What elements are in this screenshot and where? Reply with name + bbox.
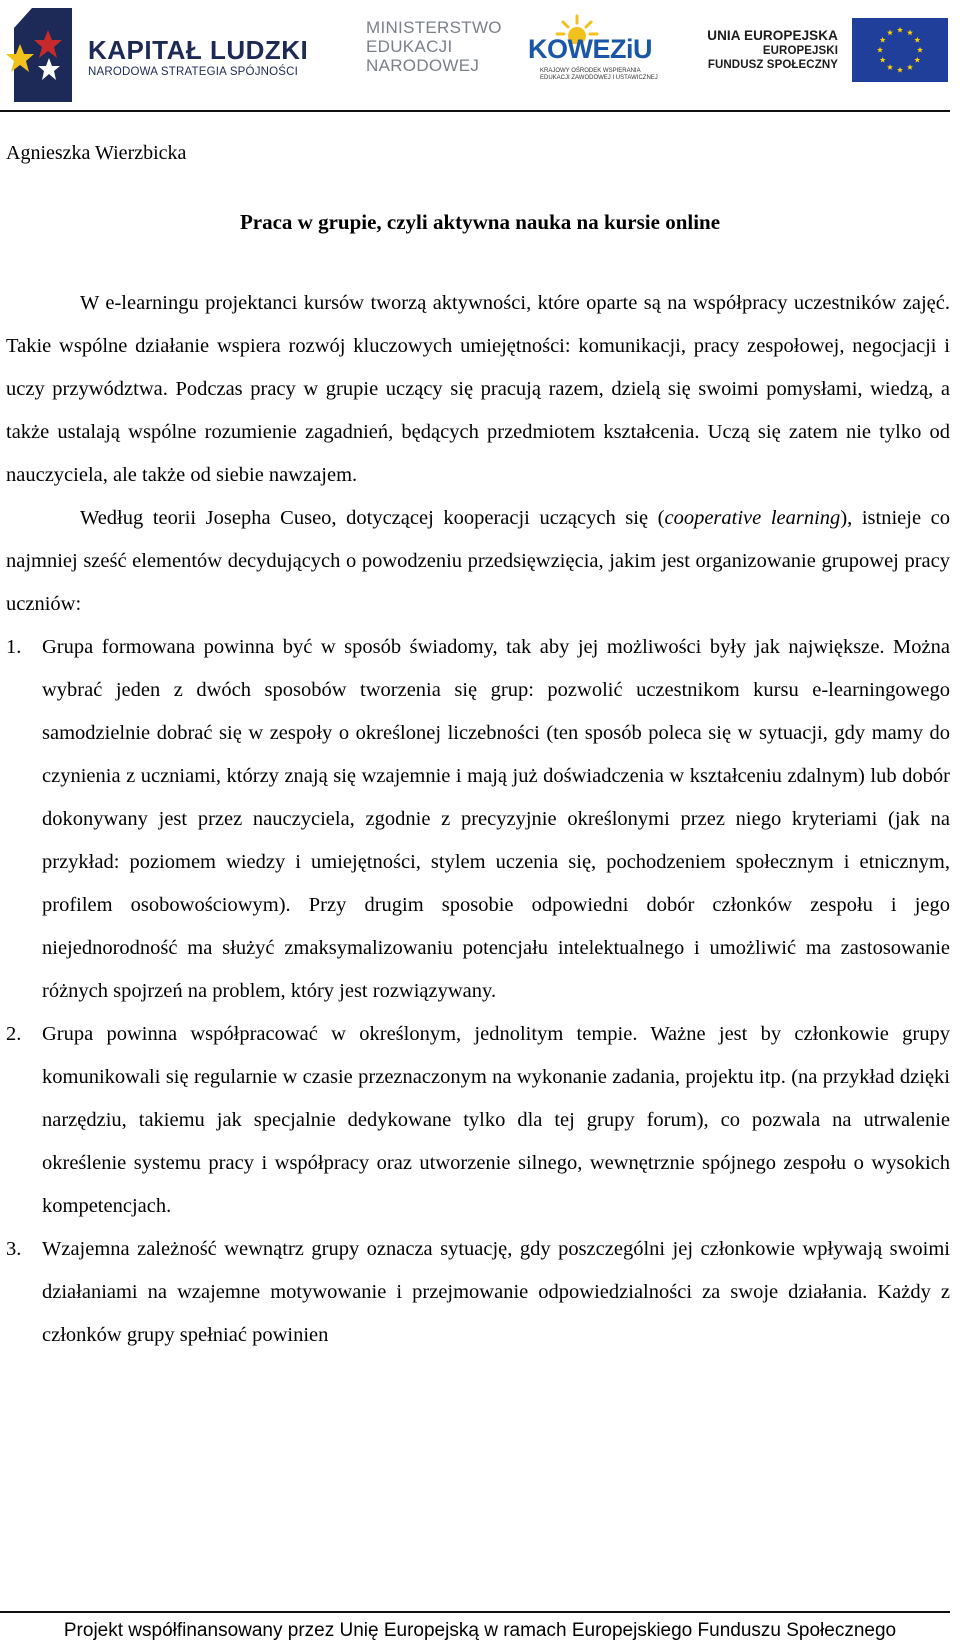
list-item-number: 2. bbox=[6, 1023, 22, 1045]
document-body bbox=[6, 282, 950, 1357]
list-item-number: 3. bbox=[6, 1238, 22, 1260]
cooperative-learning-term: cooperative learning bbox=[664, 507, 841, 529]
cuseo-text-end: ), istnieje co najmniej sześć elementów decydujących o powodzeniu przedsięwzięcia, jakim jest organizowanie grupowej pracy uczniów: bbox=[6, 507, 950, 615]
cuseo-paragraph bbox=[6, 497, 950, 626]
koweziu-subtitle bbox=[540, 68, 680, 82]
ministry-logo bbox=[366, 18, 502, 75]
document-title: Praca w grupie, czyli aktywna nauka na kursie online bbox=[239, 210, 721, 234]
koweziu-subtitle-line-2: EDUKACJI ZAWODOWEJ I USTAWICZNEJ bbox=[540, 75, 658, 81]
intro-paragraph: W e-learningu projektanci kursów tworzą aktywności, które oparte są na współpracy uczestników zajęć. Takie wspólne działanie wspiera rozwój kluczowych umiejętności: komunikacji, pracy zespołowej, negocjacji i uczy przywództwa. Podczas pracy w grupie uczący się pracują razem, dzielą się swoimi pomysłami, wiedzą, a także ustalają wspólne rozumienie zagadnień, będących przedmiotem kształcenia. Uczą się zatem nie tylko od nauczyciela, ale także od siebie nawzajem. bbox=[6, 292, 950, 486]
kapital-ludzki-subtitle: NARODOWA STRATEGIA SPÓJNOŚCI bbox=[88, 66, 299, 78]
list-item bbox=[6, 626, 950, 1013]
logo-header bbox=[0, 0, 960, 112]
kapital-ludzki-wordmark bbox=[88, 36, 308, 78]
list-item-number: 1. bbox=[6, 636, 22, 658]
list-item bbox=[6, 1013, 950, 1228]
ministry-line-1: MINISTERSTWO bbox=[366, 18, 502, 37]
elements-list bbox=[6, 626, 950, 1357]
author-name: Agnieszka Wierzbicka bbox=[6, 142, 187, 164]
kapital-ludzki-logo-icon bbox=[4, 6, 74, 104]
koweziu-logo bbox=[528, 14, 668, 82]
eu-logo-text bbox=[706, 28, 838, 72]
footer-funding-note: Projekt współfinansowany przez Unię Europejską w ramach Europejskiego Funduszu Społecznego bbox=[63, 1620, 897, 1641]
koweziu-wordmark: KOWEZiU bbox=[528, 34, 652, 64]
eu-line-2: EUROPEJSKI bbox=[762, 45, 838, 57]
header-divider bbox=[0, 110, 950, 112]
eu-flag-icon bbox=[852, 18, 948, 82]
cuseo-text-start: Według teorii Josepha Cuseo, dotyczącej kooperacji uczących się ( bbox=[80, 507, 665, 529]
list-item-text: Grupa powinna współpracować w określonym, jednolitym tempie. Ważne jest by członkowie grupy komunikowali się regularnie w czasie przeznaczonym na wykonanie zadania, projektu itp. (na przykład dzięki narzędziu, takiemu jak specjalnie dedykowane tylko dla tej grupy forum), co pozwala na utrwalenie określenie systemu pracy i współpracy oraz utworzenie silnego, wewnętrznie spójnego zespołu o wysokich kompetencjach. bbox=[42, 1023, 950, 1217]
footer-divider bbox=[0, 1611, 950, 1613]
ministry-line-2: EDUKACJI bbox=[366, 37, 453, 56]
list-item-text: Wzajemna zależność wewnątrz grupy oznacza sytuację, gdy poszczególni jej członkowie wpływają swoimi działaniami na wzajemne motywowanie i przejmowanie odpowiedzialności za swoje działania. Każdy z członków grupy spełniać powinien bbox=[42, 1238, 950, 1346]
eu-line-1: UNIA EUROPEJSKA bbox=[707, 28, 838, 43]
kapital-ludzki-title: KAPITAŁ LUDZKI bbox=[88, 35, 309, 65]
eu-line-3: FUNDUSZ SPOŁECZNY bbox=[707, 59, 838, 71]
list-item bbox=[6, 1228, 950, 1357]
ministry-line-3: NARODOWEJ bbox=[366, 56, 480, 75]
list-item-text: Grupa formowana powinna być w sposób świadomy, tak aby jej możliwości były jak największe. Można wybrać jeden z dwóch sposobów tworzenia się grup: pozwolić uczestnikom kursu e-learningowego samodzielnie dobrać się w zespoły o określonej liczebności (ten sposób poleca się w sytuacji, gdy mamy do czynienia z uczniami, którzy znają się wzajemnie i mają już doświadczenia w kształceniu zdalnym) lub dobór dokonywany jest przez nauczyciela, zgodnie z precyzyjnie określonymi przez niego kryteriami (jak na przykład: poziomem wiedzy i umiejętności, stylem uczenia się, pochodzeniem społecznym i etnicznym, profilem osobowościowym). Przy drugim sposobie odpowiedni dobór członków zespołu i jego niejednorodność ma służyć zmaksymalizowaniu potencjału intelektualnego i umożliwić ma zastosowanie różnych spojrzeń na problem, który jest rozwiązywany. bbox=[42, 636, 950, 1002]
koweziu-subtitle-line-1: KRAJOWY OŚRODEK WSPIERANIA bbox=[540, 68, 641, 74]
